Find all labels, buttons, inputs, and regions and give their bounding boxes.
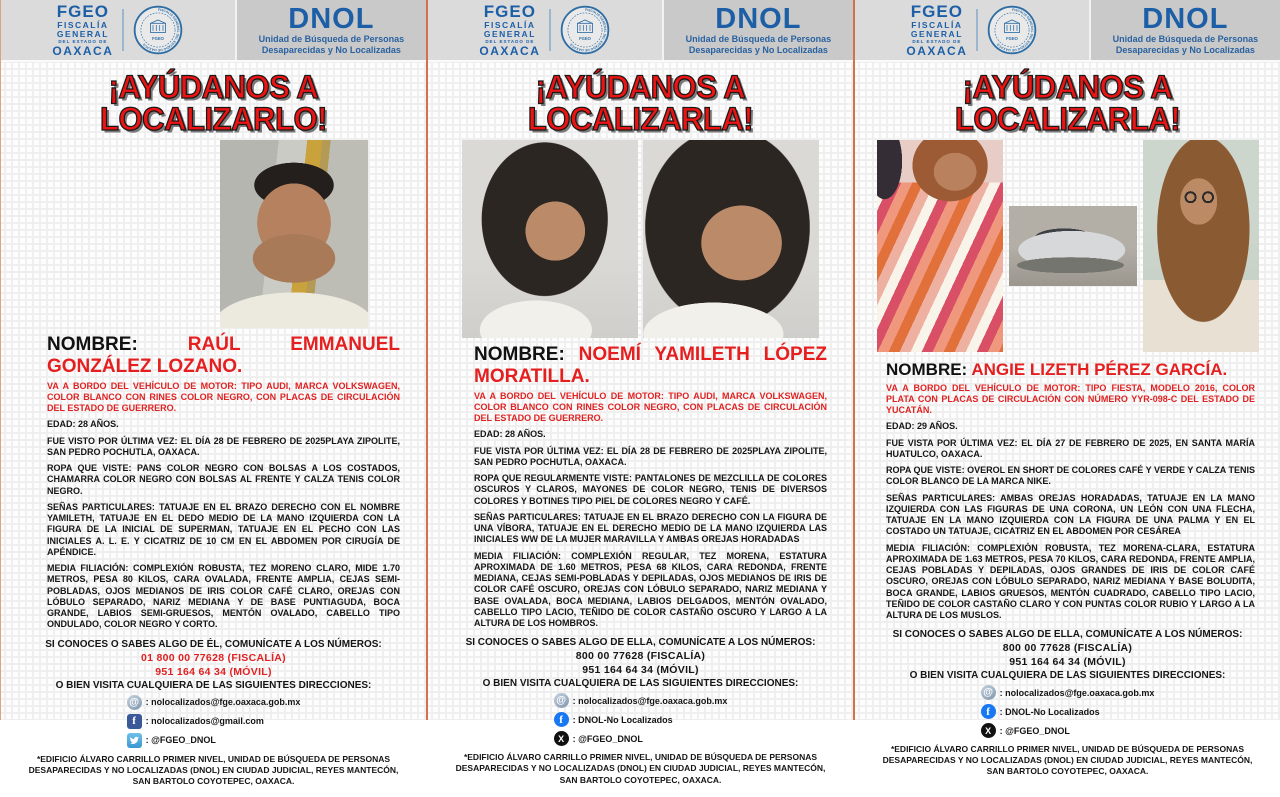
fgeo-acronym: FGEO (483, 1, 536, 21)
fgeo-seal-icon (987, 5, 1037, 55)
photo-strip (1, 140, 426, 328)
fgeo-line1: FISCALÍA (911, 19, 963, 30)
fgeo-logo (479, 3, 540, 58)
fgeo-acronym: FGEO (910, 1, 963, 21)
contact-section (428, 637, 853, 746)
name-line (886, 360, 1255, 380)
facebook-icon: f (981, 704, 996, 719)
clothing-line: ROPA QUE VISTE: OVEROL EN SHORT DE COLORES CAFÉ Y VERDE Y CALZA TENIS COLOR BLANCO DE LA MARCA NIKE. (886, 465, 1255, 487)
phone-fiscalia: 01 800 00 77628 (FISCALÍA) (141, 651, 286, 664)
facebook-icon: f (554, 712, 569, 727)
headline: ¡AYÚDANOS A LOCALIZARLA! (954, 69, 1181, 137)
email-contact-row (554, 693, 728, 708)
email-contact-label: : nolocalizados@fge.oaxaca.gob.mx (572, 695, 728, 706)
facebook-contact-row (981, 704, 1100, 719)
age-line: EDAD: 28 AÑOS. (47, 419, 119, 430)
contact-intro: SI CONOCES O SABES ALGO DE ÉL, COMUNÍCATE A LOS NÚMEROS: (45, 638, 382, 650)
distinguishing-marks: SEÑAS PARTICULARES: TATUAJE EN EL BRAZO DERECHO CON LA FIGURA DE UNA VÍBORA, TATUAJE EN EL DERECHO MEDIO DE LA MANO IZQUIERDA LAS INICIALES WW DE LA MUJER MARAVILLA Y AMBAS OREJAS HORADADAS (474, 511, 827, 545)
fgeo-line2: GENERAL (910, 29, 963, 40)
svg-text:FISCALÍA GENERAL DEL ESTADO DE: FISCALÍA GENERAL DEL ESTADO DE OAXACA (142, 7, 181, 53)
dnol-acronym: DNOL (288, 2, 375, 35)
poster-noemi-lopez (426, 0, 853, 785)
directions-intro: O BIEN VISITA CUALQUIERA DE LAS SIGUIENTES DIRECCIONES: (55, 679, 372, 691)
fgeo-header-section (428, 0, 662, 60)
directions-intro: O BIEN VISITA CUALQUIERA DE LAS SIGUIENTES DIRECCIONES: (482, 678, 799, 690)
person-photo-2 (220, 140, 368, 328)
distinguishing-marks: SEÑAS PARTICULARES: AMBAS OREJAS HORADADAS, TATUAJE EN LA MANO IZQUIERDA CON LAS FIGURAS DE UNA CORONA, UN LEÓN CON UNA FLECHA, TATUAJE EN LA MANO IZQUIERDA CON LA FIGURA DE UNA PALMA Y EN EL COSTADO UN TATUAJE, CICATRIZ EN EL ABDOMEN POR CESÁREA (886, 492, 1255, 537)
fgeo-line3: DEL ESTADO DE (58, 38, 108, 44)
fgeo-seal-icon (133, 5, 183, 55)
dnol-subtitle-1: Unidad de Búsqueda de Personas (1112, 33, 1259, 44)
header-divider (976, 9, 978, 51)
last-seen-line: FUE VISTA POR ÚLTIMA VEZ: EL DÍA 28 DE FEBRERO DE 2025PLAYA ZIPOLITE, SAN PEDRO POCHUTLA, OAXACA. (474, 445, 827, 467)
dnol-subtitle-2: Desaparecidas y No Localizadas (688, 44, 828, 55)
person-name: ANGIE LIZETH PÉREZ GARCÍA. (971, 360, 1228, 379)
contact-channels (127, 695, 301, 748)
dnol-acronym: DNOL (715, 2, 802, 35)
person-photo-1 (59, 140, 207, 328)
phone-movil: 951 164 64 34 (MÓVIL) (582, 664, 699, 677)
contact-channels (554, 693, 728, 746)
name-label: NOMBRE: (47, 334, 138, 355)
x-contact-label: : @FGEO_DNOL (572, 733, 643, 744)
dnol-header-section (662, 0, 853, 60)
last-seen-line: FUE VISTA POR ÚLTIMA VEZ: EL DÍA 27 DE FEBRERO DE 2025, EN SANTA MARÍA HUATULCO, OAXACA. (886, 437, 1255, 459)
dnol-acronym: DNOL (1142, 2, 1229, 35)
facebook-icon: f (127, 714, 142, 729)
facebook-contact-label: : DNOL-No Localizados (572, 714, 673, 725)
footer-address: *EDIFICIO ÁLVARO CARRILLO PRIMER NIVEL, UNIDAD DE BÚSQUEDA DE PERSONAS DESAPARECIDAS Y NO LOCALIZADAS (DNOL) EN CIUDAD JUDICIAL, REYES MANTECÓN, SAN BARTOLO COYOTEPEC, OAXACA. (455, 752, 826, 785)
poster-details (855, 352, 1280, 626)
twitter-contact-label: : @FGEO_DNOL (145, 735, 216, 746)
person-photo-1 (877, 140, 1003, 352)
fgeo-line3: DEL ESTADO DE (485, 38, 535, 44)
headline: ¡AYÚDANOS A LOCALIZARLO! (100, 69, 327, 137)
photo-strip (428, 140, 853, 338)
x-contact-label: : @FGEO_DNOL (999, 725, 1070, 736)
poster-raul-gonzalez (0, 0, 426, 786)
email-icon: @ (981, 685, 996, 700)
dnol-subtitle-2: Desaparecidas y No Localizadas (261, 44, 401, 55)
contact-section (1, 639, 426, 748)
name-label: NOMBRE: (886, 360, 968, 379)
footer-address: *EDIFICIO ÁLVARO CARRILLO PRIMER NIVEL, UNIDAD DE BÚSQUEDA DE PERSONAS DESAPARECIDAS Y NO LOCALIZADAS (DNOL) EN CIUDAD JUDICIAL, REYES MANTECÓN, SAN BARTOLO COYOTEPEC, OAXACA. (28, 753, 399, 786)
phone-movil: 951 164 64 34 (MÓVIL) (155, 665, 272, 678)
name-line (474, 344, 827, 388)
physical-description: MEDIA FILIACIÓN: COMPLEXIÓN ROBUSTA, TEZ MORENA-CLARA, ESTATURA APROXIMADA DE 1.63 METROS, PESA 70 KILOS, CARA REDONDA, FRENTE AMPLIA, CEJAS POBLADAS Y DEPILADAS, OJOS GRANDES DE IRIS DE COLOR CAFÉ OSCURO, OREJAS CON LÓBULO SEPARADO, NARIZ MEDIANA Y BASE BOLUDITA, BOCA GRANDE, LABIOS GRUESOS, MENTÓN CUADRADO, CABELLO TIPO LACIO, TEÑIDO DE COLOR CASTAÑO CLARO Y CON PUNTAS COLOR RUBIO Y LARGO A LA ALTURA DE LOS MUSLOS. (886, 542, 1255, 621)
facebook-contact-row (127, 714, 264, 729)
poster-header (1, 0, 426, 62)
poster-details (428, 338, 853, 634)
distinguishing-marks: SEÑAS PARTICULARES: TATUAJE EN EL BRAZO DERECHO CON EL NOMBRE YAMILETH, TATUAJE EN EL DEDO MEDIO DE LA MANO IZQUIERDA CON LA FIGURA DE LA INICIAL DE SUPERMAN, TATUAJE EN EL PECHO CON LAS INICIALES A. L. E. Y CICATRIZ DE 10 CM EN EL ABDOMEN POR CIRUGÍA DE APÉNDICE. (47, 501, 400, 557)
age-line: EDAD: 29 AÑOS. (886, 421, 958, 432)
facebook-contact-row (554, 712, 673, 727)
fgeo-line4: OAXACA (52, 44, 114, 59)
contact-channels (981, 685, 1155, 738)
clothing-line: ROPA QUE VISTE: PANS COLOR NEGRO CON BOLSAS A LOS COSTADOS, CHAMARRA COLOR NEGRO CON BOLSAS AL FRENTE Y CALZA TENIS COLOR NEGRO. (47, 463, 400, 496)
name-line (47, 334, 400, 378)
poster-angie-perez (853, 0, 1280, 777)
person-photo-2 (643, 140, 819, 338)
physical-description: MEDIA FILIACIÓN: COMPLEXIÓN ROBUSTA, TEZ MORENO CLARO, MIDE 1.70 METROS, PESA 80 KILOS, CARA OVALADA, FRENTE AMPLIA, CEJAS SEMI-POBLADAS, OJOS MEDIANOS DE IRIS COLOR CAFÉ CLARO, OREJAS CON LÓBULO SEPARADO, NARIZ MEDIANA Y DE BASE PUNTIAGUDA, BOCA GRANDE, LABIOS SEMI-GRUESOS, MENTÓN OVALADO, CABELLO TIPO ONDULADO, COLOR NEGRO Y CORTO. (47, 563, 400, 630)
header-divider (122, 9, 124, 51)
email-contact-label: : nolocalizados@fge.oaxaca.gob.mx (999, 687, 1155, 698)
footer-address: *EDIFICIO ÁLVARO CARRILLO PRIMER NIVEL, UNIDAD DE BÚSQUEDA DE PERSONAS DESAPARECIDAS Y NO LOCALIZADAS (DNOL) EN CIUDAD JUDICIAL, REYES MANTECÓN, SAN BARTOLO COYOTEPEC, OAXACA. (882, 744, 1253, 777)
email-contact-row (127, 695, 301, 710)
fgeo-line4: OAXACA (906, 44, 968, 59)
twitter-icon (127, 733, 142, 748)
poster-header (428, 0, 853, 62)
contact-intro: SI CONOCES O SABES ALGO DE ELLA, COMUNÍCATE A LOS NÚMEROS: (892, 629, 1243, 641)
vehicle-notice: VA A BORDO DEL VEHÍCULO DE MOTOR: TIPO AUDI, MARCA VOLKSWAGEN, COLOR BLANCO CON RINES COLOR NEGRO, CON PLACAS DE CIRCULACIÓN DEL ESTADO DE GUERRERO. (47, 380, 400, 414)
fgeo-line2: GENERAL (483, 29, 536, 40)
twitter-contact-row (127, 733, 216, 748)
svg-text:FISCALÍA GENERAL DEL ESTADO DE: FISCALÍA GENERAL DEL ESTADO DE OAXACA (996, 7, 1035, 53)
phone-movil: 951 164 64 34 (MÓVIL) (1009, 656, 1126, 669)
vehicle-photo (1009, 206, 1137, 286)
email-contact-label: : nolocalizados@fge.oaxaca.gob.mx (145, 697, 301, 708)
email-icon: @ (554, 693, 569, 708)
dnol-subtitle-1: Unidad de Búsqueda de Personas (258, 33, 405, 44)
poster-header (855, 0, 1280, 62)
facebook-contact-label: : nolocalizados@gmail.com (145, 716, 264, 727)
dnol-header-section (235, 0, 426, 60)
svg-text:FGEO: FGEO (579, 36, 592, 41)
x-contact-row (554, 731, 643, 746)
fgeo-line1: FISCALÍA (484, 19, 536, 30)
headline: ¡AYÚDANOS A LOCALIZARLA! (527, 69, 754, 137)
fgeo-line1: FISCALÍA (57, 19, 109, 30)
poster-details (1, 328, 426, 636)
contact-section (855, 629, 1280, 738)
vehicle-notice: VA A BORDO DEL VEHÍCULO DE MOTOR: TIPO AUDI, MARCA VOLKSWAGEN, COLOR BLANCO CON RINES COLOR NEGRO, CON PLACAS DE CIRCULACIÓN DEL ESTADO DE GUERRERO. (474, 390, 827, 424)
x-contact-row (981, 723, 1070, 738)
fgeo-line4: OAXACA (479, 44, 541, 59)
fgeo-line3: DEL ESTADO DE (912, 38, 962, 44)
fgeo-seal-icon (560, 5, 610, 55)
phone-fiscalia: 800 00 77628 (FISCALÍA) (575, 650, 706, 663)
phone-fiscalia: 800 00 77628 (FISCALÍA) (1002, 642, 1133, 655)
fgeo-header-section (1, 0, 235, 60)
person-name: RAÚL EMMANUEL GONZÁLEZ LOZANO. (47, 334, 400, 377)
svg-text:FISCALÍA GENERAL DEL ESTADO DE: FISCALÍA GENERAL DEL ESTADO DE OAXACA (569, 7, 608, 53)
contact-intro: SI CONOCES O SABES ALGO DE ELLA, COMUNÍCATE A LOS NÚMEROS: (465, 637, 816, 649)
fgeo-header-section (855, 0, 1089, 60)
vehicle-notice: VA A BORDO DEL VEHÍCULO DE MOTOR: TIPO FIESTA, MODELO 2016, COLOR PLATA CON PLACAS DE CIRCULACIÓN CON NÚMERO YYR-098-C DEL ESTADO DE YUCATÁN. (886, 382, 1255, 416)
physical-description: MEDIA FILIACIÓN: COMPLEXIÓN REGULAR, TEZ MORENA, ESTATURA APROXIMADA DE 1.60 METROS, PESA 68 KILOS, CARA REDONDA, FRENTE MEDIANA, CEJAS SEMI-POBLADAS Y DEPILADAS, OJOS MEDIANOS DE IRIS DE COLOR CAFÉ OSCURO, OREJAS CON LÓBULO SEPARADO, NARIZ MEDIANA Y BASE OVALADA, BOCA MEDIANA, LABIOS DELGADOS, MENTÓN OVALADO, CABELLO TIPO LACIO, TEÑIDO DE COLOR CASTAÑO OSCURO Y LARGO A LA ALTURA DE LOS HOMBROS. (474, 550, 827, 629)
person-photo-1 (462, 140, 638, 338)
x-icon: X (981, 723, 996, 738)
x-icon: X (554, 731, 569, 746)
directions-intro: O BIEN VISITA CUALQUIERA DE LAS SIGUIENTES DIRECCIONES: (909, 670, 1226, 682)
dnol-header-section (1089, 0, 1280, 60)
clothing-line: ROPA QUE REGULARMENTE VISTE: PANTALONES DE MEZCLILLA DE COLORES OSCUROS Y CLAROS, MAYONES DE COLOR NEGRO, TENIS DE DIVERSOS COLORES Y BOTINES TIPO PIEL DE COLORES NEGRO Y CAFÉ. (474, 473, 827, 506)
age-line: EDAD: 28 AÑOS. (474, 429, 546, 440)
person-photo-2 (1143, 140, 1259, 352)
person-name: NOEMÍ YAMILETH LÓPEZ MORATILLA. (474, 344, 827, 387)
name-label: NOMBRE: (474, 344, 565, 365)
email-contact-row (981, 685, 1155, 700)
header-divider (549, 9, 551, 51)
facebook-contact-label: : DNOL-No Localizados (999, 706, 1100, 717)
svg-text:FGEO: FGEO (152, 36, 165, 41)
dnol-subtitle-1: Unidad de Búsqueda de Personas (685, 33, 832, 44)
fgeo-acronym: FGEO (56, 1, 109, 21)
fgeo-line2: GENERAL (56, 29, 109, 40)
last-seen-line: FUE VISTO POR ÚLTIMA VEZ: EL DÍA 28 DE FEBRERO DE 2025PLAYA ZIPOLITE, SAN PEDRO POCHUTLA, OAXACA. (47, 435, 400, 457)
photo-strip (855, 140, 1280, 352)
svg-text:FGEO: FGEO (1006, 36, 1019, 41)
email-icon: @ (127, 695, 142, 710)
fgeo-logo (906, 3, 967, 58)
dnol-subtitle-2: Desaparecidas y No Localizadas (1115, 44, 1255, 55)
fgeo-logo (52, 3, 113, 58)
